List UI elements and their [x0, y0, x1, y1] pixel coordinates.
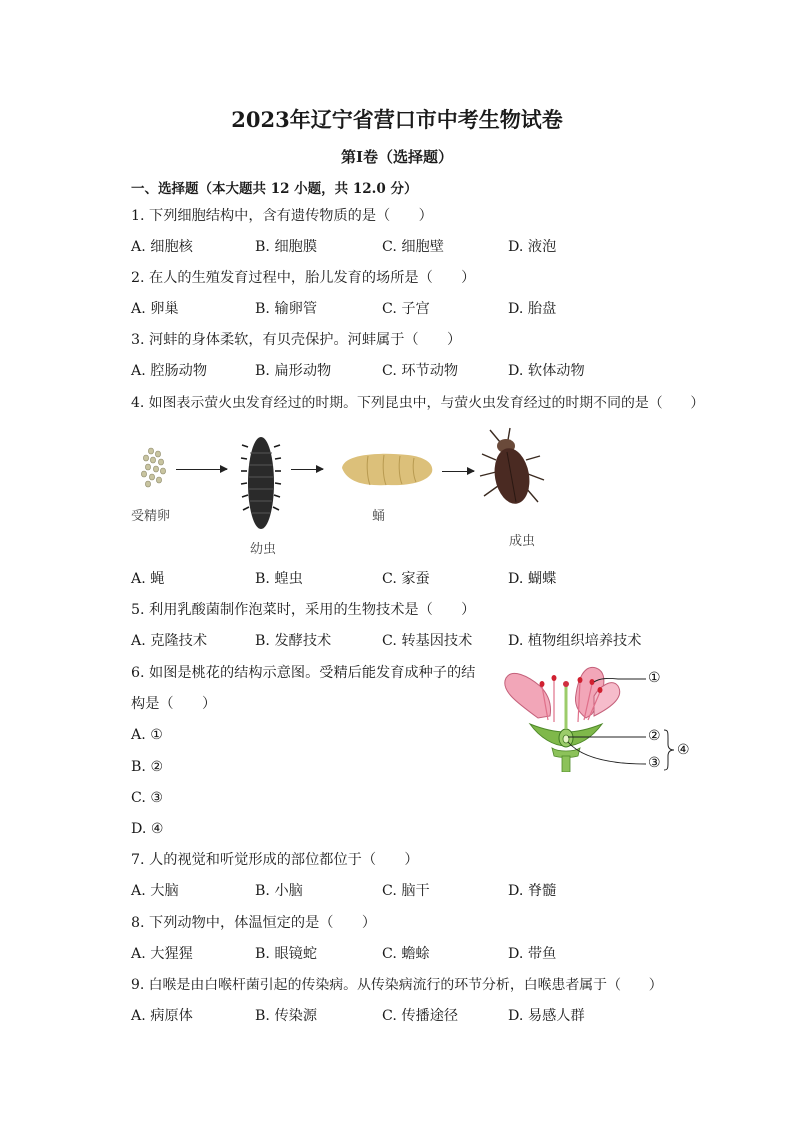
pupa-image: [338, 450, 436, 490]
q5-option-c[interactable]: C. 转基因技术: [382, 633, 473, 649]
question-2-stem: 2. 在人的生殖发育过程中，胎儿发育的场所是（ ）: [131, 270, 476, 286]
question-4-stem: 4. 如图表示萤火虫发育经过的时期。下列昆虫中，与萤火虫发育经过的时期不同的是（ ）: [131, 395, 705, 411]
q7-option-a[interactable]: A. 大脑: [131, 883, 179, 899]
q1-option-b[interactable]: B. 细胞膜: [255, 239, 318, 255]
q9-option-a[interactable]: A. 病原体: [131, 1008, 193, 1024]
label-pupa: 蛹: [372, 509, 386, 524]
q5-option-a[interactable]: A. 克隆技术: [131, 633, 208, 649]
q7-option-d[interactable]: D. 脊髓: [508, 883, 557, 899]
q4-option-d[interactable]: D. 蝴蝶: [508, 571, 557, 587]
q5-option-b[interactable]: B. 发酵技术: [255, 633, 332, 649]
q8-option-b[interactable]: B. 眼镜蛇: [255, 946, 318, 962]
flower-label-3: ③: [648, 755, 661, 771]
q8-option-a[interactable]: A. 大猩猩: [131, 946, 193, 962]
question-6-stem-continued: 构是（ ）: [131, 696, 217, 712]
q7-option-b[interactable]: B. 小脑: [255, 883, 303, 899]
q6-option-c[interactable]: C. ③: [131, 790, 164, 806]
q9-option-c[interactable]: C. 传播途径: [382, 1008, 459, 1024]
q3-option-b[interactable]: B. 扁形动物: [255, 363, 332, 379]
q7-option-c[interactable]: C. 脑干: [382, 883, 430, 899]
flower-label-1: ①: [648, 670, 661, 686]
label-larva: 幼虫: [250, 542, 277, 557]
volume-subtitle: 第I卷（选择题）: [340, 148, 454, 166]
flower-label-4: ④: [677, 742, 690, 758]
q3-option-d[interactable]: D. 软体动物: [508, 363, 585, 379]
adult-firefly-image: [476, 426, 548, 510]
question-7-stem: 7. 人的视觉和听觉形成的部位都位于（ ）: [131, 852, 419, 868]
q1-option-d[interactable]: D. 液泡: [508, 239, 557, 255]
q3-option-c[interactable]: C. 环节动物: [382, 363, 459, 379]
question-9-stem: 9. 白喉是由白喉杆菌引起的传染病。从传染病流行的环节分析，白喉患者属于（ ）: [131, 977, 663, 993]
arrow-larva-to-pupa: [291, 469, 323, 470]
q4-option-b[interactable]: B. 蝗虫: [255, 571, 303, 587]
label-adult: 成虫: [509, 534, 536, 549]
arrow-pupa-to-adult: [442, 471, 474, 472]
q2-option-c[interactable]: C. 子宫: [382, 301, 430, 317]
question-5-stem: 5. 利用乳酸菌制作泡菜时，采用的生物技术是（ ）: [131, 602, 476, 618]
q8-option-c[interactable]: C. 蟾蜍: [382, 946, 430, 962]
q2-option-b[interactable]: B. 输卵管: [255, 301, 318, 317]
q6-option-d[interactable]: D. ④: [131, 821, 164, 837]
q8-option-d[interactable]: D. 带鱼: [508, 946, 557, 962]
question-8-stem: 8. 下列动物中，体温恒定的是（ ）: [131, 915, 377, 931]
q1-option-a[interactable]: A. 细胞核: [131, 239, 193, 255]
q1-option-c[interactable]: C. 细胞壁: [382, 239, 444, 255]
label-fertilized-egg: 受精卵: [131, 509, 171, 524]
q2-option-d[interactable]: D. 胎盘: [508, 301, 557, 317]
q6-option-b[interactable]: B. ②: [131, 759, 164, 775]
q3-option-a[interactable]: A. 腔肠动物: [131, 363, 208, 379]
arrow-egg-to-larva: [176, 469, 227, 470]
q4-option-a[interactable]: A. 蝇: [131, 571, 165, 587]
question-3-stem: 3. 河蚌的身体柔软，有贝壳保护。河蚌属于（ ）: [131, 332, 462, 348]
larva-image: [240, 427, 282, 535]
question-6-stem: 6. 如图是桃花的结构示意图。受精后能发育成种子的结: [131, 665, 476, 681]
q2-option-a[interactable]: A. 卵巢: [131, 301, 179, 317]
flower-label-2: ②: [648, 728, 661, 744]
q4-option-c[interactable]: C. 家蚕: [382, 571, 430, 587]
question-1-stem: 1. 下列细胞结构中，含有遗传物质的是（ ）: [131, 208, 433, 224]
peach-flower-diagram: [496, 662, 696, 772]
q9-option-b[interactable]: B. 传染源: [255, 1008, 318, 1024]
egg-image: [136, 445, 172, 490]
page-title: 2023年辽宁省营口市中考生物试卷: [231, 107, 563, 132]
q5-option-d[interactable]: D. 植物组织培养技术: [508, 633, 642, 649]
q6-option-a[interactable]: A. ①: [131, 727, 163, 743]
q9-option-d[interactable]: D. 易感人群: [508, 1008, 585, 1024]
section-heading: 一、选择题（本大题共 12 小题，共 12.0 分）: [131, 181, 418, 197]
